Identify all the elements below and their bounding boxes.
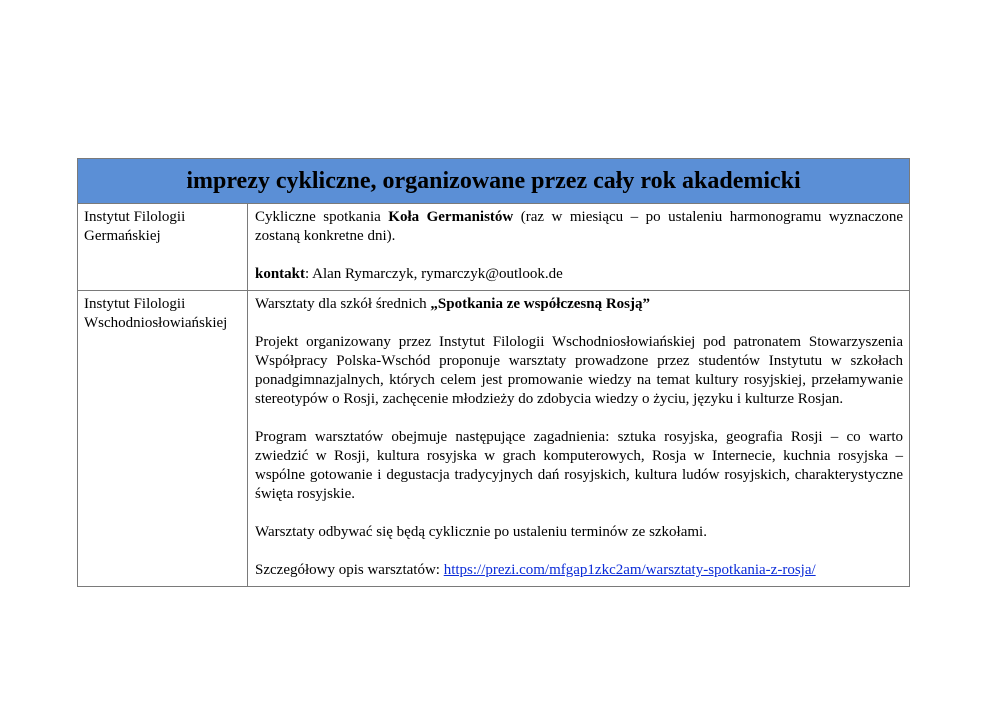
description-text: (raz w miesiącu – po ustaleniu harmonogramu wyznaczone zostaną konkretne dni). xyxy=(255,209,903,244)
workshop-name: „Spotkania ze współczesną Rosją” xyxy=(430,296,651,312)
description-cell xyxy=(248,204,909,290)
institute-name-line2: Germańskiej xyxy=(84,228,161,244)
description-cell xyxy=(248,291,909,586)
contact-label: kontakt xyxy=(255,266,306,282)
institute-cell xyxy=(78,204,248,290)
events-table xyxy=(77,158,910,587)
institute-name-line1: Instytut Filologii xyxy=(84,296,186,312)
program-paragraph: Program warsztatów obejmuje następujące zagadnienia: sztuka rosyjska, geografia Rosji – co warto zwiedzić w Rosji, kultura rosyjska w grach komputerowych, Rosja w Internecie, kuchnia rosyjska – wspólne gotowanie i degustacja tradycyjnych dań rosyjskich, kultura ludów rosyjskich, charakterystyczne święta rosyjskie. xyxy=(255,429,903,502)
table-row xyxy=(78,291,909,586)
project-paragraph: Projekt organizowany przez Instytut Filologii Wschodniosłowiańskiej pod patronatem Stowarzyszenia Współpracy Polska-Wschód proponuje warsztaty prowadzone przez studentów Instytutu w szkołach ponadgimnazjalnych, których celem jest promowanie wiedzy na temat kultury rosyjskiej, przełamywanie stereotypów o Rosji, zachęcenie młodzieży do zdobycia wiedzy o życiu, języku i kulturze Rosjan. xyxy=(255,334,903,407)
schedule-paragraph: Warsztaty odbywać się będą cyklicznie po ustaleniu terminów ze szkołami. xyxy=(255,524,707,540)
title-text: Warsztaty dla szkół średnich xyxy=(255,296,431,312)
description-paragraph xyxy=(255,208,903,246)
contact-text: : Alan Rymarczyk, rymarczyk@outlook.de xyxy=(305,266,563,282)
institute-cell xyxy=(78,291,248,586)
table-header: imprezy cykliczne, organizowane przez cały rok akademicki xyxy=(78,159,909,204)
table-row xyxy=(78,204,909,291)
prezi-link[interactable]: https://prezi.com/mfgap1zkc2am/warsztaty-spotkania-z-rosja/ xyxy=(443,562,816,578)
club-name: Koła Germanistów xyxy=(388,209,514,225)
details-label: Szczegółowy opis warsztatów: xyxy=(255,562,444,578)
institute-name-line1: Instytut Filologii xyxy=(84,209,186,225)
workshop-title xyxy=(255,295,903,314)
institute-name-line2: Wschodniosłowiańskiej xyxy=(84,315,228,331)
details-paragraph xyxy=(255,561,903,580)
contact-paragraph xyxy=(255,265,903,284)
description-text: Cykliczne spotkania xyxy=(255,209,389,225)
